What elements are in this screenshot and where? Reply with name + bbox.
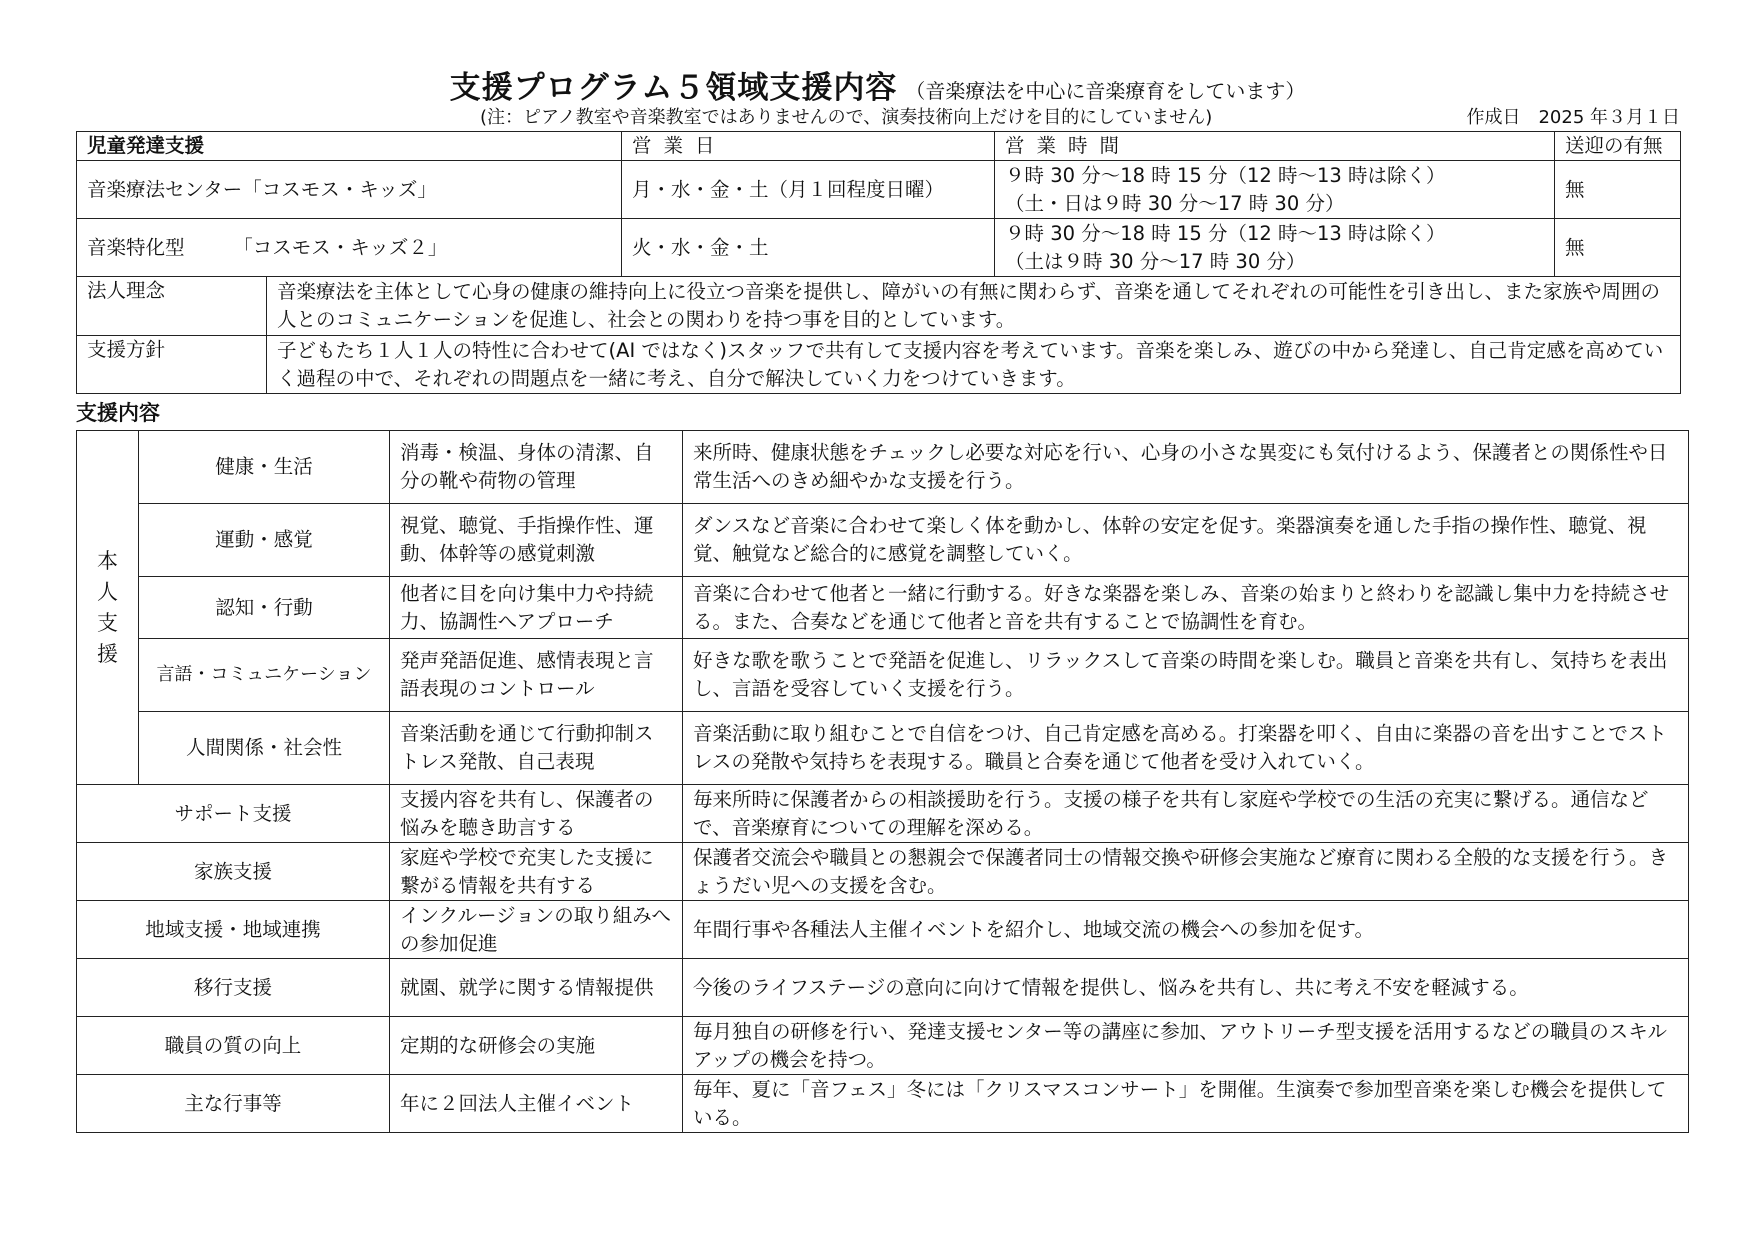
support-focus: 視覚、聴覚、手指操作性、運動、体幹等の感覚刺激 (390, 504, 683, 577)
support-row (77, 959, 1689, 1017)
support-row (77, 901, 1689, 959)
service-row (77, 161, 1681, 219)
service-hours-line1: ９時 30 分～18 時 15 分（12 時～13 時は除く） (1005, 221, 1446, 245)
support-row (77, 431, 1689, 504)
support-detail: 年間行事や各種法人主催イベントを紹介し、地域交流の機会への参加を促す。 (683, 901, 1689, 959)
support-detail: 毎年、夏に「音フェス」冬には「クリスマスコンサート」を開催。生演奏で参加型音楽を楽しむ機会を提供している。 (683, 1075, 1689, 1133)
page-subtitle: （音楽療法を中心に音楽療育をしています） (905, 79, 1306, 103)
col-header-transport: 送迎の有無 (1555, 132, 1681, 161)
service-hours-line2: （土は９時 30 分～17 時 30 分） (1005, 249, 1306, 273)
support-row (77, 785, 1689, 843)
support-area: 人間関係・社会性 (139, 712, 390, 785)
note-line (480, 103, 1680, 127)
philosophy-text: 音楽療法を主体として心身の健康の維持向上に役立つ音楽を提供し、障がいの有無に関わらず、音楽を通してそれぞれの可能性を引き出し、また家族や周囲の人とのコミュニケーションを促進し、社会との関わりを持つ事を目的としています。 (267, 277, 1681, 336)
support-area: 移行支援 (77, 959, 390, 1017)
service-name: 音楽療法センター「コスモス・キッズ」 (77, 161, 622, 219)
support-detail: 保護者交流会や職員との懇親会で保護者同士の情報交換や研修会実施など療育に関わる全般的な支援を行う。きょうだい児への支援を含む。 (683, 843, 1689, 901)
page-title: 支援プログラム５領域支援内容 (449, 70, 898, 106)
support-focus: 就園、就学に関する情報提供 (390, 959, 683, 1017)
support-area: 認知・行動 (139, 577, 390, 639)
support-focus: 他者に目を向け集中力や持続力、協調性へアプローチ (390, 577, 683, 639)
support-focus: 支援内容を共有し、保護者の悩みを聴き助言する (390, 785, 683, 843)
section-title: 支援内容 (76, 401, 160, 425)
support-detail: 毎来所時に保護者からの相談援助を行う。支援の様子を共有し家庭や学校での生活の充実に繋げる。通信などで、音楽療育についての理解を深める。 (683, 785, 1689, 843)
support-area: 運動・感覚 (139, 504, 390, 577)
support-area: サポート支援 (77, 785, 390, 843)
col-header-days: 営業日 (622, 132, 995, 161)
support-row (77, 1075, 1689, 1133)
created-date: 作成日 2025 年３月１日 (1466, 107, 1680, 128)
self-support-char: 人 (97, 579, 118, 604)
support-focus: 発声発語促進、感情表現と言語表現のコントロール (390, 639, 683, 712)
support-detail: 今後のライフステージの意向に向けて情報を提供し、悩みを共有し、共に考え不安を軽減する。 (683, 959, 1689, 1017)
service-days: 火・水・金・土 (622, 219, 995, 277)
overview-table (76, 131, 1681, 394)
support-row (77, 504, 1689, 577)
self-support-char: 支 (97, 610, 118, 635)
service-transport: 無 (1555, 161, 1681, 219)
support-area: 地域支援・地域連携 (77, 901, 390, 959)
service-hours-line2: （土・日は９時 30 分～17 時 30 分） (1005, 191, 1345, 215)
support-detail: 毎月独自の研修を行い、発達支援センター等の講座に参加、アウトリーチ型支援を活用するなどの職員のスキルアップの機会を持つ。 (683, 1017, 1689, 1075)
self-support-char: 本 (97, 548, 118, 573)
support-focus: 定期的な研修会の実施 (390, 1017, 683, 1075)
service-days: 月・水・金・土（月１回程度日曜） (622, 161, 995, 219)
support-focus: 消毒・検温、身体の清潔、自分の靴や荷物の管理 (390, 431, 683, 504)
self-support-label (77, 431, 139, 785)
policy-row (77, 336, 1681, 394)
service-name: 音楽特化型 「コスモス・キッズ２」 (77, 219, 622, 277)
support-detail: 音楽に合わせて他者と一緒に行動する。好きな楽器を楽しみ、音楽の始まりと終わりを認識し集中力を持続させる。また、合奏などを通じて他者と音を共有することで協調性を育む。 (683, 577, 1689, 639)
col-header-service: 児童発達支援 (77, 132, 622, 161)
support-row (77, 712, 1689, 785)
col-header-hours: 営業時間 (995, 132, 1555, 161)
support-focus: 音楽活動を通じて行動抑制ストレス発散、自己表現 (390, 712, 683, 785)
support-detail: 来所時、健康状態をチェックし必要な対応を行い、心身の小さな異変にも気付けるよう、保護者との関係性や日常生活へのきめ細やかな支援を行う。 (683, 431, 1689, 504)
support-detail: ダンスなど音楽に合わせて楽しく体を動かし、体幹の安定を促す。楽器演奏を通した手指の操作性、聴覚、視覚、触覚など総合的に感覚を調整していく。 (683, 504, 1689, 577)
support-focus: 家庭や学校で充実した支援に繋がる情報を共有する (390, 843, 683, 901)
service-hours (995, 219, 1555, 277)
service-row (77, 219, 1681, 277)
policy-label: 支援方針 (77, 336, 267, 394)
support-area: 職員の質の向上 (77, 1017, 390, 1075)
support-table (76, 430, 1689, 1133)
policy-text: 子どもたち１人１人の特性に合わせて(AI ではなく)スタッフで共有して支援内容を考えています。音楽を楽しみ、遊びの中から発達し、自己肯定感を高めていく過程の中で、それぞれの問題点を一緒に考え、自分で解決していく力をつけていきます。 (267, 336, 1681, 394)
support-focus: 年に２回法人主催イベント (390, 1075, 683, 1133)
support-focus: インクルージョンの取り組みへの参加促進 (390, 901, 683, 959)
support-row (77, 639, 1689, 712)
service-hours-line1: ９時 30 分～18 時 15 分（12 時～13 時は除く） (1005, 163, 1446, 187)
support-detail: 音楽活動に取り組むことで自信をつけ、自己肯定感を高める。打楽器を叩く、自由に楽器の音を出すことでストレスの発散や気持ちを表現する。職員と合奏を通じて他者を受け入れていく。 (683, 712, 1689, 785)
philosophy-label: 法人理念 (77, 277, 267, 336)
support-detail: 好きな歌を歌うことで発語を促進し、リラックスして音楽の時間を楽しむ。職員と音楽を共有し、気持ちを表出し、言語を受容していく支援を行う。 (683, 639, 1689, 712)
service-hours (995, 161, 1555, 219)
support-row (77, 577, 1689, 639)
support-area: 家族支援 (77, 843, 390, 901)
philosophy-row (77, 277, 1681, 336)
self-support-char: 援 (97, 641, 118, 666)
support-row (77, 1017, 1689, 1075)
support-area: 言語・コミュニケーション (139, 639, 390, 712)
disclaimer-note: (注：ピアノ教室や音楽教室ではありませんので、演奏技術向上だけを目的にしていません) (480, 107, 1213, 128)
support-area: 健康・生活 (139, 431, 390, 504)
support-row (77, 843, 1689, 901)
document-title (0, 62, 1755, 107)
service-transport: 無 (1555, 219, 1681, 277)
overview-header-row (77, 132, 1681, 161)
support-area: 主な行事等 (77, 1075, 390, 1133)
